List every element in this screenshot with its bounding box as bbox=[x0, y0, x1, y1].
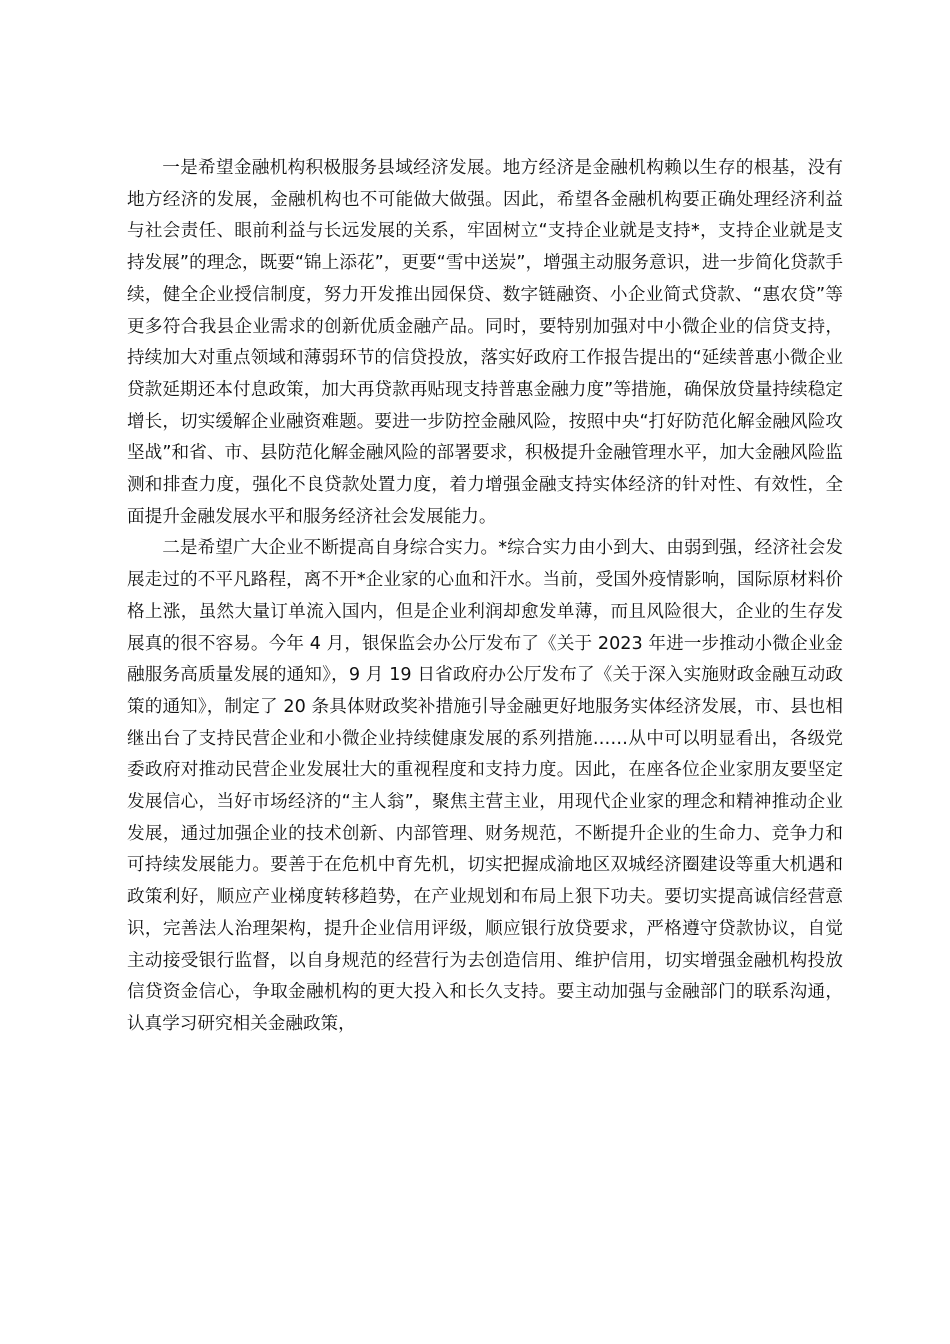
paragraph-financial-institutions: 一是希望金融机构积极服务县域经济发展。地方经济是金融机构赖以生存的根基，没有地方经济的发展，金融机构也不可能做大做强。因此，希望各金融机构要正确处理经济利益与社会责任、眼前利益与长远发展的关系，牢固树立“支持企业就是支持*，支持企业就是支持发展”的理念，既要“锦上添花”，更要“雪中送炭”，增强主动服务意识，进一步简化贷款手续，健全企业授信制度，努力开发推出园保贷、数字链融资、小企业简式贷款、“惠农贷”等更多符合我县企业需求的创新优质金融产品。同时，要特别加强对中小微企业的信贷支持，持续加大对重点领域和薄弱环节的信贷投放，落实好政府工作报告提出的“延续普惠小微企业贷款延期还本付息政策，加大再贷款再贴现支持普惠金融力度”等措施，确保放贷量持续稳定增长，切实缓解企业融资难题。要进一步防控金融风险，按照中央“打好防范化解金融风险攻坚战”和省、市、县防范化解金融风险的部署要求，积极提升金融管理水平，加大金融风险监测和排查力度，强化不良贷款处置力度，着力增强金融支持实体经济的针对性、有效性，全面提升金融发展水平和服务经济社会发展能力。 bbox=[127, 158, 843, 527]
document-body bbox=[127, 153, 843, 1041]
paragraph-enterprises: 二是希望广大企业不断提高自身综合实力。*综合实力由小到大、由弱到强，经济社会发展走过的不平凡路程，离不开*企业家的心血和汗水。当前，受国外疫情影响，国际原材料价格上涨，虽然大量订单流入国内，但是企业利润却愈发单薄，而且风险很大，企业的生存发展真的很不容易。今年 4 月，银保监会办公厅发布了《关于 2023 年进一步推动小微企业金融服务高质量发展的通知》，9 月 19 日省政府办公厅发布了《关于深入实施财政金融互动政策的通知》，制定了 20 条具体财政奖补措施引导金融更好地服务实体经济发展，市、县也相继出台了支持民营企业和小微企业持续健康发展的系列措施……从中可以明显看出，各级党委政府对推动民营企业发展壮大的重视程度和支持力度。因此，在座各位企业家朋友要坚定发展信心，当好市场经济的“主人翁”，聚焦主营主业，用现代企业家的理念和精神推动企业发展，通过加强企业的技术创新、内部管理、财务规范，不断提升企业的生命力、竞争力和可持续发展能力。要善于在危机中育先机，切实把握成渝地区双城经济圈建设等重大机遇和政策利好，顺应产业梯度转移趋势，在产业规划和布局上狠下功夫。要切实提高诚信经营意识，完善法人治理架构，提升企业信用评级，顺应银行放贷要求，严格遵守贷款协议，自觉主动接受银行监督，以自身规范的经营行为去创造信用、维护信用，切实增强金融机构投放信贷资金信心，争取金融机构的更大投入和长久支持。要主动加强与金融部门的联系沟通，认真学习研究相关金融政策， bbox=[127, 538, 843, 1034]
